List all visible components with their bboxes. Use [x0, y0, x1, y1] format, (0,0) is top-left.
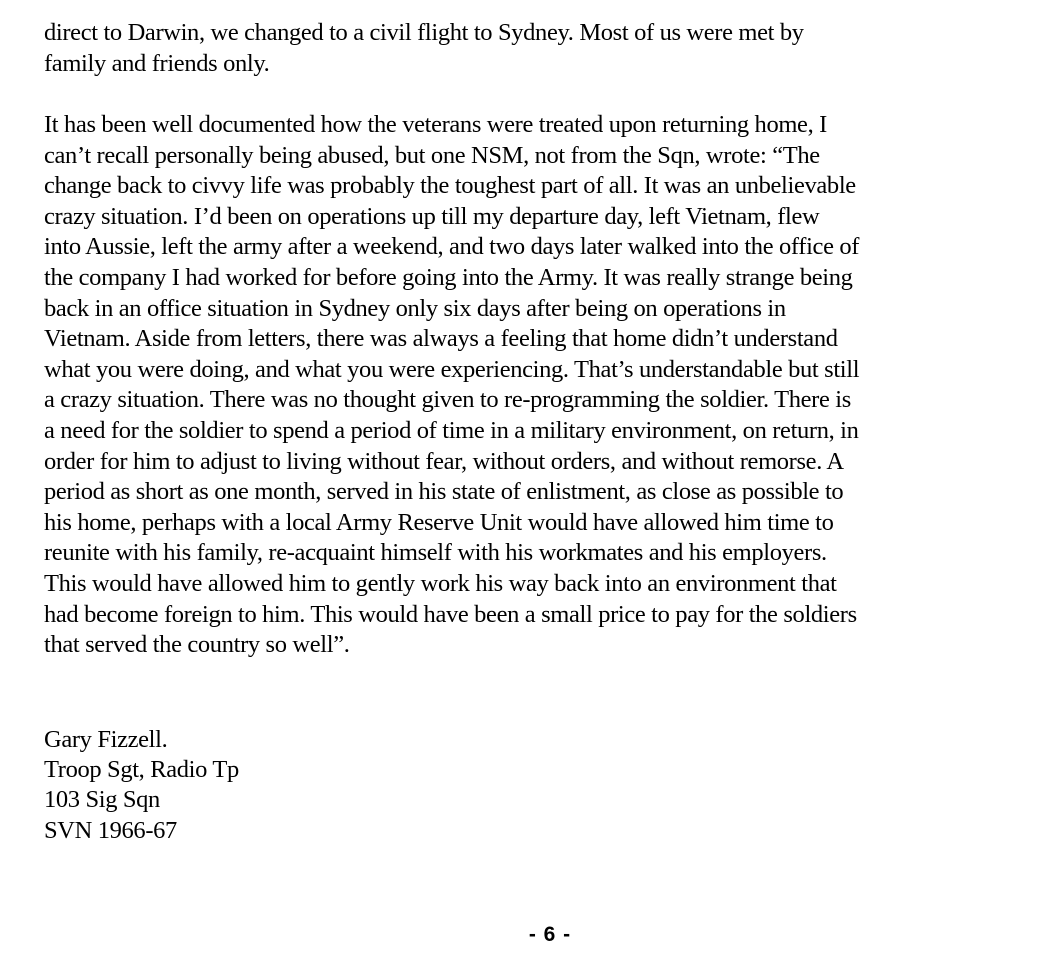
- author-service-period: SVN 1966-67: [44, 816, 177, 844]
- text-line: family and friends only.: [44, 49, 270, 77]
- text-line: that served the country so well”.: [44, 631, 350, 659]
- text-line: a crazy situation. There was no thought given to re-programming the soldier. There is: [44, 386, 851, 414]
- text-line: into Aussie, left the army after a weekend, and two days later walked into the office of: [44, 233, 860, 261]
- paragraph-arrival: [44, 18, 1004, 79]
- text-line: It has been well documented how the veterans were treated upon returning home, I: [44, 111, 827, 138]
- text-line: back in an office situation in Sydney only six days after being on operations in: [44, 294, 786, 322]
- text-line: a need for the soldier to spend a period of time in a military environment, on return, in: [44, 416, 859, 444]
- author-name: Gary Fizzell.: [44, 726, 168, 753]
- text-line: crazy situation. I’d been on operations up till my departure day, left Vietnam, flew: [44, 202, 820, 230]
- page-number: - 6 -: [528, 923, 572, 946]
- paragraph-veteran-quote: [44, 110, 1004, 661]
- author-unit: 103 Sig Sqn: [44, 786, 160, 814]
- text-line: order for him to adjust to living without fear, without orders, and without remorse. A: [44, 447, 844, 475]
- text-line: the company I had worked for before going into the Army. It was really strange being: [44, 263, 853, 291]
- text-line: direct to Darwin, we changed to a civil flight to Sydney. Most of us were met by: [44, 19, 804, 46]
- text-line: change back to civvy life was probably the toughest part of all. It was an unbelievable: [44, 172, 856, 200]
- text-line: This would have allowed him to gently work his way back into an environment that: [44, 569, 837, 597]
- author-role: Troop Sgt, Radio Tp: [44, 756, 239, 784]
- text-line: what you were doing, and what you were experiencing. That’s understandable but still: [44, 355, 860, 383]
- text-line: period as short as one month, served in his state of enlistment, as close as possible to: [44, 478, 844, 506]
- text-line: can’t recall personally being abused, but one NSM, not from the Sqn, wrote: “The: [44, 141, 820, 169]
- text-line: had become foreign to him. This would have been a small price to pay for the soldiers: [44, 600, 857, 628]
- text-line: reunite with his family, re-acquaint himself with his workmates and his employers.: [44, 539, 827, 567]
- signature-block: [44, 725, 1004, 846]
- text-line: his home, perhaps with a local Army Reserve Unit would have allowed him time to: [44, 508, 834, 536]
- text-line: Vietnam. Aside from letters, there was always a feeling that home didn’t understand: [44, 325, 838, 353]
